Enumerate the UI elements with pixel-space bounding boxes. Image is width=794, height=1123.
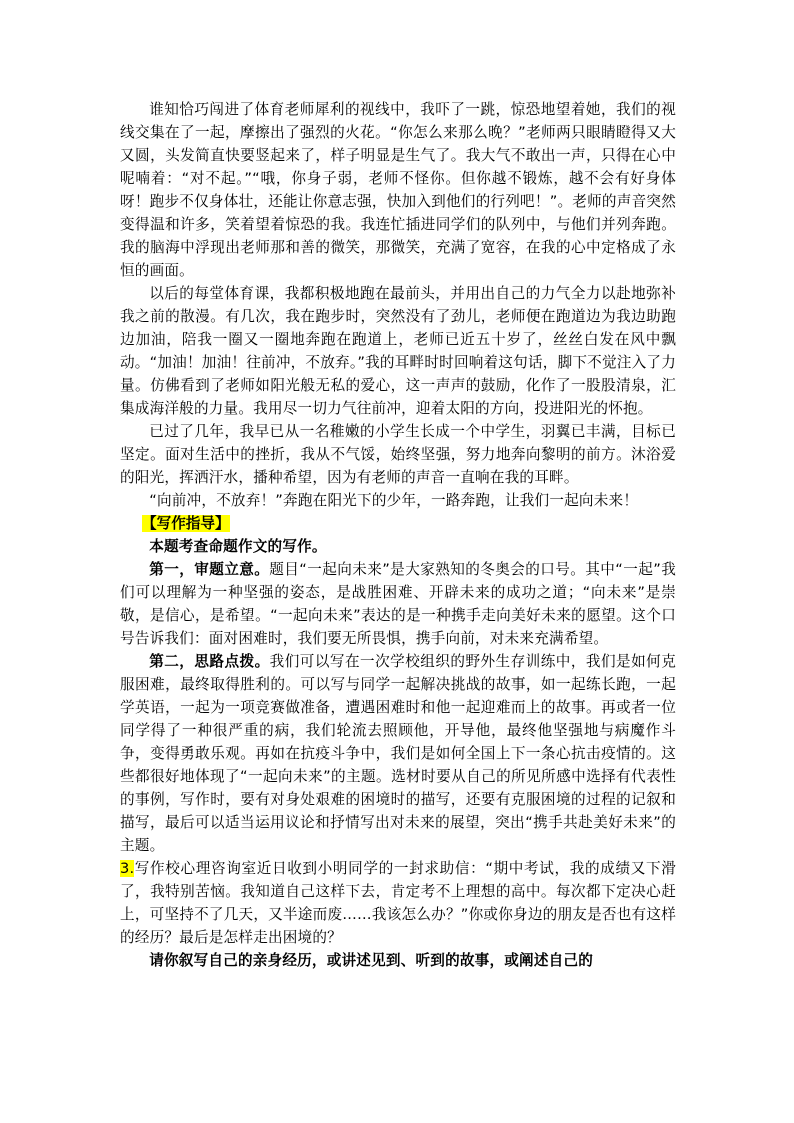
question-3 bbox=[120, 857, 676, 949]
essay-paragraph-3: 已过了几年，我早已从一名稚嫩的小学生长成一个中学生，羽翼已丰满，目标已坚定。面对生活中的挫折，我从不气馁，始终坚强，努力地奔向黎明的前方。沐浴爱的阳光，挥洒汗水，播种希望，因为有老师的声音一直响在我的耳畔。 bbox=[120, 423, 676, 486]
guide-step-1-label: 第一，审题立意。 bbox=[149, 561, 270, 578]
essay-paragraph-2: 以后的每堂体育课，我都积极地跑在最前头，并用出自己的力气全力以赴地弥补我之前的散漫。有几次，我在跑步时，突然没有了劲儿，老师便在跑道边为我边助跑边加油，陪我一圈又一圈地奔跑在跑道上，老师已近五十岁了，丝丝白发在风中飘动。“加油！加油！往前冲，不放弃。”我的耳畔时时回响着这句话，脚下不觉注入了力量。仿佛看到了老师如阳光般无私的爱心，这一声声的鼓励，化作了一股股清泉，汇集成海洋般的力量。我用尽一切力气往前冲，迎着太阳的方向，投进阳光的怀抱。 bbox=[120, 285, 676, 417]
essay-paragraph-1: 谁知恰巧闯进了体育老师犀利的视线中，我吓了一跳，惊恐地望着她，我们的视线交集在了一起，摩擦出了强烈的火花。“你怎么来那么晚？”老师两只眼睛瞪得又大又圆，头发简直快要竖起来了，样子明显是生气了。我大气不敢出一声，只得在心中呢喃着：“对不起。”“哦，你身子弱，老师不怪你。但你越不锻炼，越不会有好身体呀！跑步不仅身体壮，还能让你意志强，快加入到他们的行列吧！”。老师的声音突然变得温和许多，笑着望着惊恐的我。我连忙插进同学们的队列中，与他们并列奔跑。我的脑海中浮现出老师那和善的微笑，那微笑，充满了宽容，在我的心中定格成了永恒的画面。 bbox=[120, 101, 676, 279]
guide-step-1-text: 题目“一起向未来”是大家熟知的冬奥会的口号。其中“一起”我们可以理解为一种坚强的姿态，是战胜困难、开辟未来的成功之道；“向未来”是崇敬，是信心，是希望。“一起向未来”表达的是一种携手走向美好未来的愿望。这个口号告诉我们：面对困难时，我们要无所畏惧，携手向前，对未来充满希望。 bbox=[120, 561, 676, 647]
writing-guide-intro: 本题考查命题作文的写作。 bbox=[149, 538, 327, 555]
question-3-text: 写作校心理咨询室近日收到小明同学的一封求助信：“期中考试，我的成绩又下滑了，我特别苦恼。我知道自己这样下去，肯定考不上理想的高中。每次都下定决心赶上，可坚持不了几天，又半途而废……我该怎么办？”你或你身边的朋友是否也有这样的经历？最后是怎样走出困境的？ bbox=[120, 860, 676, 946]
question-3-number: 3. bbox=[120, 860, 135, 877]
question-3-instruction: 请你叙写自己的亲身经历，或讲述见到、听到的故事，或阐述自己的 bbox=[149, 952, 594, 969]
document-content bbox=[120, 98, 676, 972]
guide-step-2-text: 我们可以写在一次学校组织的野外生存训练中，我们是如何克服困难，最终取得胜利的。可以写与同学一起解决挑战的故事，如一起练长跑，一起学英语，一起为一项竞赛做准备，遭遇困难时和他一起迎难而上的故事。再或者一位同学得了一种很严重的病，我们轮流去照顾他，开导他，最终他坚强地与病魔作斗争，变得勇敢乐观。再如在抗疫斗争中，我们是如何全国上下一条心抗击疫情的。这些都很好地体现了“一起向未来”的主题。选材时要从自己的所见所感中选择有代表性的事例，写作时，要有对身处艰难的困境时的描写，还要有克服困境的过程的记叙和描写，最后可以适当运用议论和抒情写出对未来的展望，突出“携手共赴美好未来”的主题。 bbox=[120, 653, 676, 854]
writing-guide-heading bbox=[120, 512, 676, 535]
guide-step-2-label: 第二，思路点拨。 bbox=[149, 653, 270, 670]
essay-paragraph-4: “向前冲，不放弃！”奔跑在阳光下的少年，一路奔跑，让我们一起向未来！ bbox=[149, 492, 639, 509]
guide-step-2 bbox=[120, 650, 676, 857]
guide-step-1 bbox=[120, 558, 676, 650]
writing-guide-heading-text: 【写作指导】 bbox=[142, 515, 230, 532]
